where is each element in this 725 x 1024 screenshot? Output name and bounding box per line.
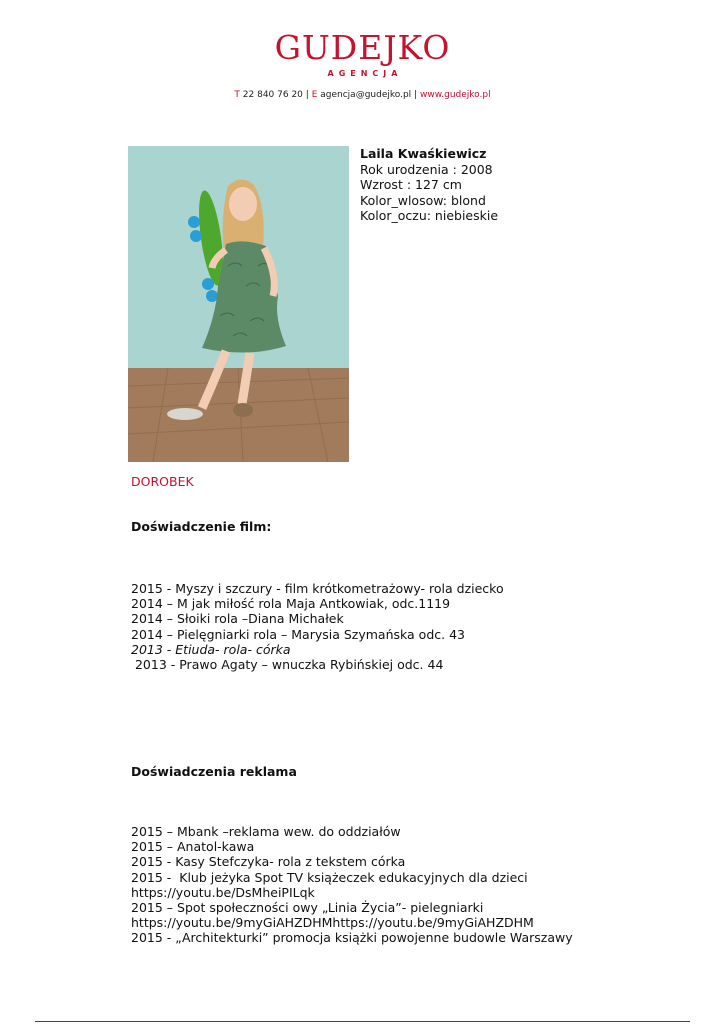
list-item: 2014 – Słoiki rola –Diana Michałek <box>131 611 344 627</box>
logo-wordmark: GUDEJKO <box>274 28 451 67</box>
contact-line <box>0 90 725 100</box>
phone-number: 22 840 76 20 <box>242 90 303 100</box>
film-heading: Doświadczenie film: <box>131 519 272 534</box>
contact-separator: | <box>414 90 418 100</box>
email-prefix: E <box>311 90 318 100</box>
profile-info <box>360 146 498 224</box>
list-item: 2014 – M jak miłość rola Maja Antkowiak, odc.1119 <box>131 596 451 612</box>
list-item: 2013 - Etiuda- rola- córka <box>131 641 291 657</box>
list-item: 2015 – Spot społeczności owy „Linia Życia”- pielegniarki <box>131 900 484 916</box>
eye-color: Kolor_oczu: niebieskie <box>360 208 499 223</box>
hair-color: Kolor_wlosow: blond <box>360 192 486 208</box>
email-address[interactable]: agencja@gudejko.pl <box>320 90 412 100</box>
film-list <box>131 581 504 672</box>
height: Wzrost : 127 cm <box>360 177 462 192</box>
profile-photo <box>128 146 349 462</box>
agency-logo <box>0 30 725 78</box>
profile-photo-illustration <box>128 146 349 462</box>
website-link[interactable]: www.gudejko.pl <box>419 90 491 100</box>
list-item: 2014 – Pielęgniarki rola – Marysia Szymańska odc. 43 <box>131 626 465 642</box>
talent-name: Laila Kwaśkiewicz <box>360 146 487 161</box>
list-item: 2015 – Mbank –reklama wew. do oddziałów <box>131 824 401 839</box>
list-item: 2013 - Prawo Agaty – wnuczka Rybińskiej odc. 44 <box>131 657 444 673</box>
youtube-link[interactable]: https://youtu.be/DsMheiPILqk <box>131 884 315 900</box>
youtube-link[interactable]: https://youtu.be/9myGiAHZDHMhttps://youtu.be/9myGiAHZDHM <box>131 915 534 931</box>
ads-heading: Doświadczenia reklama <box>131 764 297 779</box>
list-item: 2015 - Klub jeżyka Spot TV książeczek edukacyjnych dla dzieci <box>131 869 528 885</box>
list-item: 2015 - Myszy i szczury - film krótkometrażowy- rola dziecko <box>131 581 504 596</box>
logo-subtitle: AGENCJA <box>327 69 403 78</box>
birth-year: Rok urodzenia : 2008 <box>360 161 493 177</box>
list-item: 2015 - Kasy Stefczyka- rola z tekstem córka <box>131 854 406 870</box>
contact-separator: | <box>305 90 309 100</box>
list-item: 2015 - „Architekturki” promocja książki powojenne budowle Warszawy <box>131 930 573 946</box>
phone-prefix: T <box>234 90 240 100</box>
list-item: 2015 – Anatol-kawa <box>131 839 255 855</box>
ads-list <box>131 824 573 946</box>
footer-divider <box>35 1021 690 1022</box>
section-title: DOROBEK <box>131 474 194 489</box>
